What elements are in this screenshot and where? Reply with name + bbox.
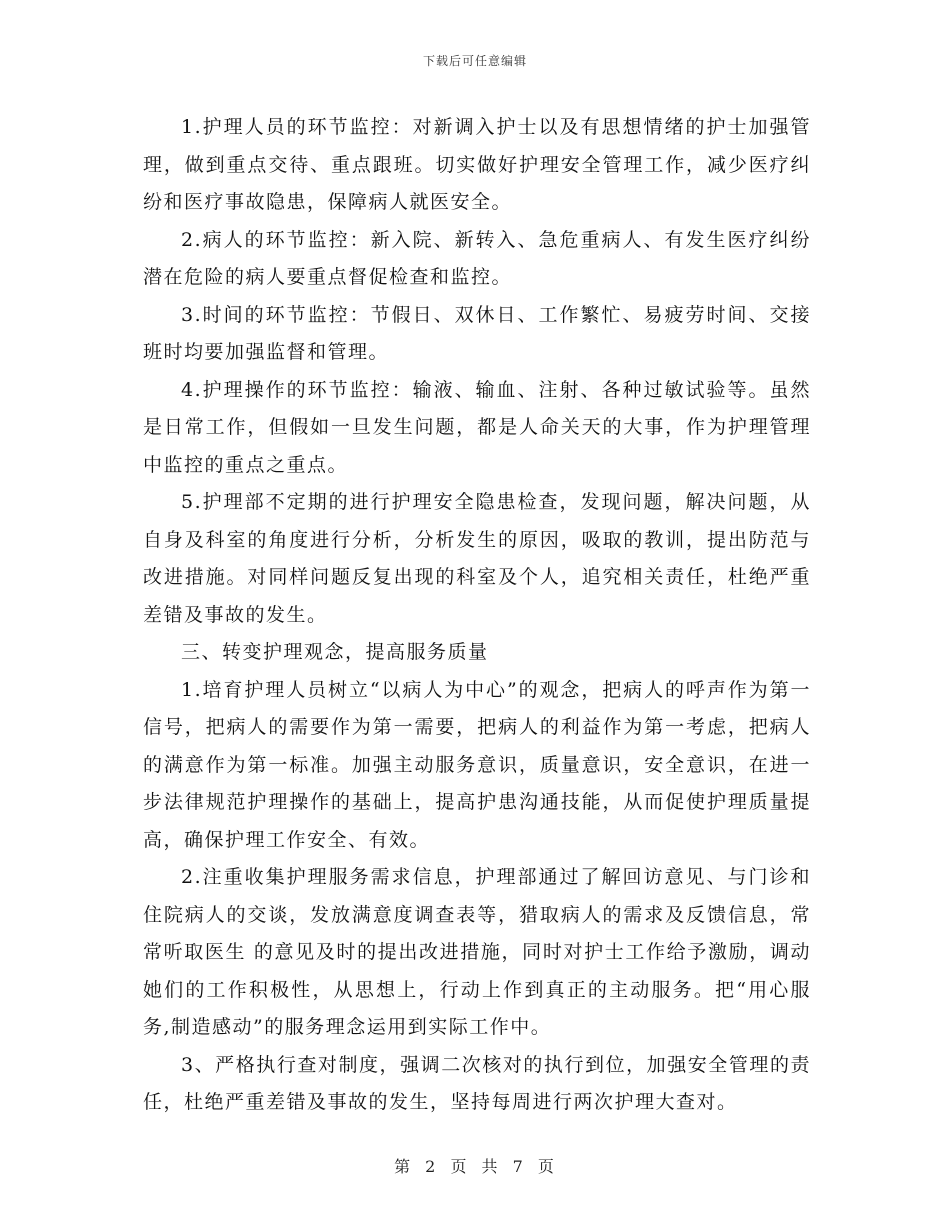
paragraph-patient-centered: 1.培育护理人员树立“以病人为中心”的观念，把病人的呼声作为第一信号，把病人的需要作为第一需要，把病人的利益作为第一考虑，把病人的满意作为第一标准。加强主动服务意识，质量意识，安全意识，在进一步法律规范护理操作的基础上，提高护患沟通技能，从而促使护理质量提高，确保护理工作安全、有效。 (143, 678, 811, 851)
paragraph-nurse-monitoring: 1.护理人员的环节监控：对新调入护士以及有思想情绪的护士加强管理，做到重点交待、重点跟班。切实做好护理安全管理工作，减少医疗纠纷和医疗事故隐患，保障病人就医安全。 (143, 116, 811, 213)
page-number-footer: 第 2 页 共 7 页 (394, 1157, 556, 1176)
page-header-note: 下载后可任意编辑 (422, 54, 527, 68)
section-heading-service-quality: 三、转变护理观念，提高服务质量 (181, 641, 489, 663)
paragraph-checking-system: 3、严格执行查对制度，强调二次核对的执行到位，加强安全管理的责任，杜绝严重差错及事故的发生，坚持每周进行两次护理大查对。 (143, 1053, 811, 1113)
paragraph-safety-inspection: 5.护理部不定期的进行护理安全隐患检查，发现问题，解决问题，从自身及科室的角度进行分析，分析发生的原因，吸取的教训，提出防范与改进措施。对同样问题反复出现的科室及个人，追究相关责任，杜绝严重差错及事故的发生。 (143, 491, 811, 626)
document-body (143, 109, 811, 1122)
paragraph-patient-monitoring: 2.病人的环节监控：新入院、新转入、急危重病人、有发生医疗纠纷潜在危险的病人要重点督促检查和监控。 (143, 228, 811, 288)
paragraph-operation-monitoring: 4.护理操作的环节监控：输液、输血、注射、各种过敏试验等。虽然是日常工作，但假如一旦发生问题，都是人命关天的大事，作为护理管理中监控的重点之重点。 (143, 378, 811, 476)
paragraph-time-monitoring: 3.时间的环节监控：节假日、双休日、工作繁忙、易疲劳时间、交接班时均要加强监督和管理。 (143, 303, 811, 363)
paragraph-feedback-collection: 2.注重收集护理服务需求信息，护理部通过了解回访意见、与门诊和住院病人的交谈，发放满意度调查表等，猎取病人的需求及反馈信息，常常听取医生 的意见及时的提出改进措施，同时对护士工作给予激励，调动她们的工作积极性，从思想上，行动上作到真正的主动服务。把“用心服务,制造感动”的服务理念运用到实际工作中。 (143, 866, 811, 1038)
